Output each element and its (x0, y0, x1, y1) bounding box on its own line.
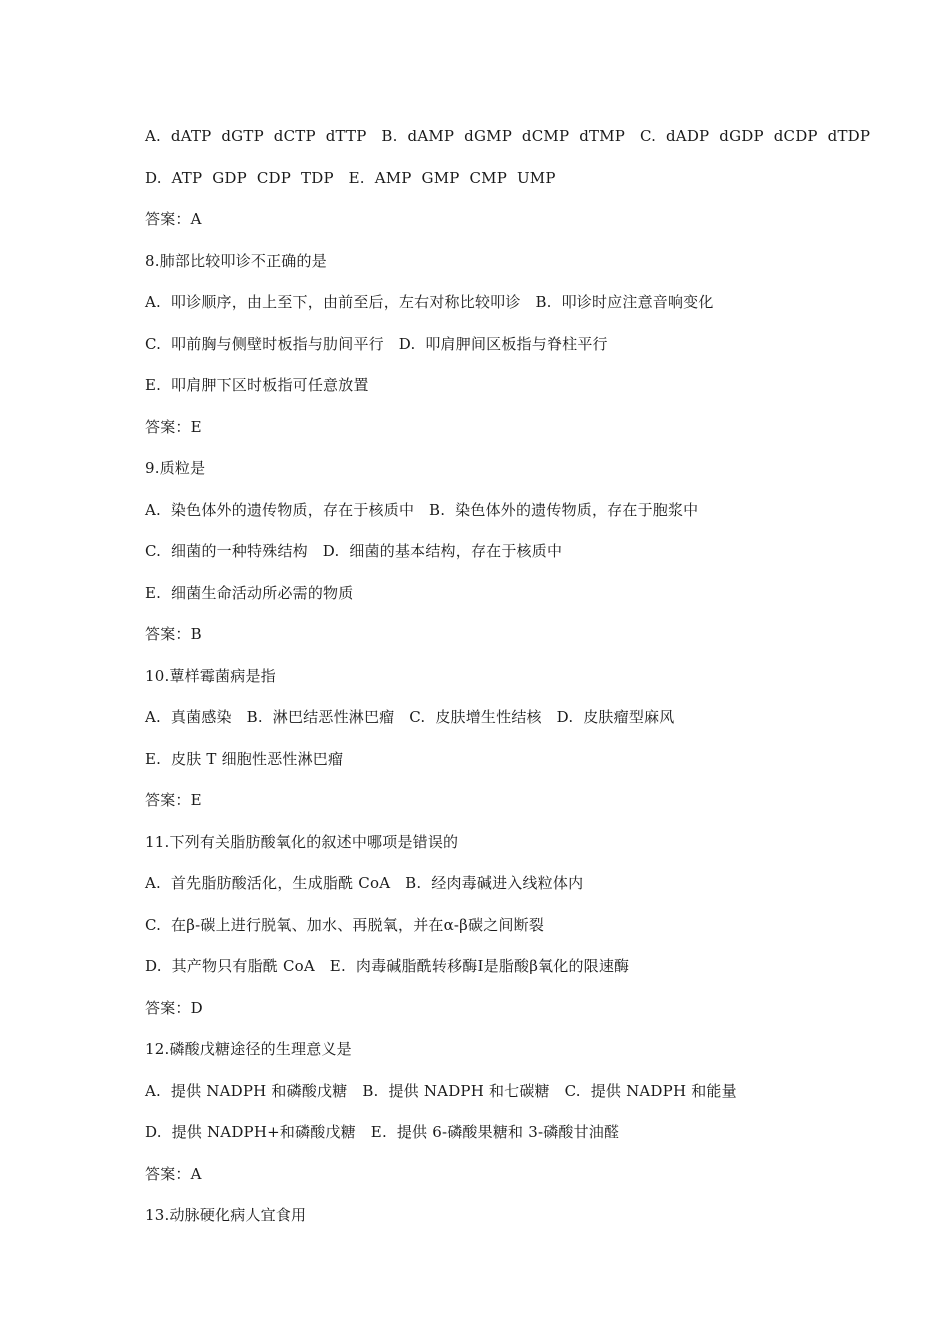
answer-line: 答案：E (145, 417, 202, 436)
option-line: E. 皮肤 T 细胞性恶性淋巴瘤 (145, 749, 344, 768)
option-line: A. dATP dGTP dCTP dTTP B. dAMP dGMP dCMP dTMP C. dADP dGDP dCDP dTDP (145, 127, 871, 145)
option-line: D. 提供 NADPH+和磷酸戊糖 E. 提供 6-磷酸果糖和 3-磷酸甘油醛 (145, 1123, 620, 1141)
question-10: 10.蕈样霉菌病是指 (145, 666, 276, 685)
answer-line: 答案：A (145, 1164, 202, 1183)
question-13: 13.动脉硬化病人宜食用 (145, 1206, 307, 1224)
option-line: E. 叩肩胛下区时板指可任意放置 (145, 376, 369, 394)
answer-line: 答案：A (145, 210, 202, 228)
question-11: 11.下列有关脂肪酸氧化的叙述中哪项是错误的 (145, 832, 459, 851)
answer-line: 答案：E (145, 791, 202, 809)
answer-line: 答案：B (145, 625, 202, 643)
option-line: E. 细菌生命活动所必需的物质 (145, 583, 354, 602)
option-line: C. 在β-碳上进行脱氧、加水、再脱氧，并在α-β碳之间断裂 (145, 915, 545, 934)
option-line: A. 真菌感染 B. 淋巴结恶性淋巴瘤 C. 皮肤增生性结核 D. 皮肤瘤型麻风 (145, 708, 675, 726)
option-line: A. 叩诊顺序，由上至下，由前至后，左右对称比较叩诊 B. 叩诊时应注意音响变化 (145, 293, 714, 311)
option-line: D. 其产物只有脂酰 CoA E. 肉毒碱脂酰转移酶Ⅰ是脂酸β氧化的限速酶 (145, 957, 630, 975)
option-line: A. 首先脂肪酸活化，生成脂酰 CoA B. 经肉毒碱进入线粒体内 (145, 874, 584, 892)
option-line: A. 染色体外的遗传物质，存在于核质中 B. 染色体外的遗传物质，存在于胞浆中 (145, 500, 699, 519)
answer-line: 答案：D (145, 998, 203, 1017)
option-line: C. 叩前胸与侧壁时板指与肋间平行 D. 叩肩胛间区板指与脊柱平行 (145, 334, 608, 353)
question-9: 9.质粒是 (145, 459, 206, 477)
document-page (145, 122, 905, 1243)
question-12: 12.磷酸戊糖途径的生理意义是 (145, 1040, 352, 1058)
option-line: C. 细菌的一种特殊结构 D. 细菌的基本结构，存在于核质中 (145, 542, 563, 560)
option-line: A. 提供 NADPH 和磷酸戊糖 B. 提供 NADPH 和七碳糖 C. 提供 NADPH 和能量 (145, 1081, 737, 1100)
question-8: 8.肺部比较叩诊不正确的是 (145, 251, 327, 270)
option-line: D. ATP GDP CDP TDP E. AMP GMP CMP UMP (145, 168, 556, 187)
